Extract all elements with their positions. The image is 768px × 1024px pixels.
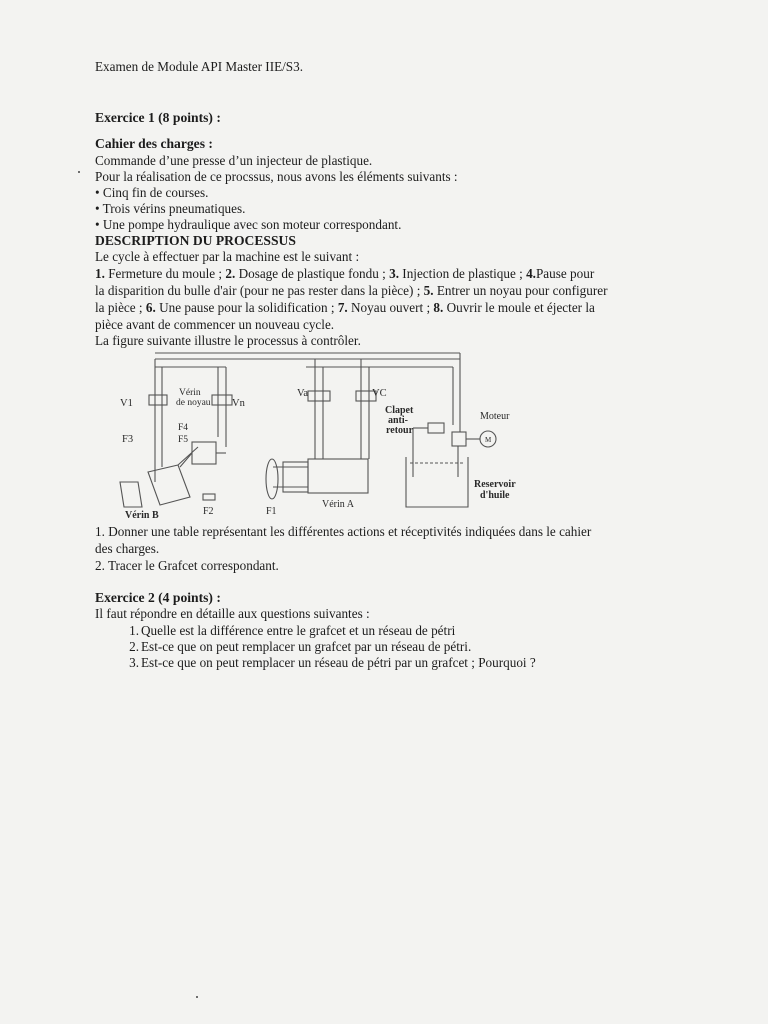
question-number: 2. [129, 639, 139, 654]
figure-intro: La figure suivante illustre le processus à contrôler. [95, 333, 361, 348]
label-m: M [485, 436, 492, 444]
exercise-1-question: 1. Donner une table représentant les différentes actions et réceptivités indiquées dans le cahier [95, 524, 592, 539]
label-moteur: Moteur [480, 411, 510, 422]
label-v1: V1 [120, 398, 133, 409]
valve-vn [212, 395, 232, 405]
question-text: Est-ce que on peut remplacer un réseau de pétri par un grafcet ; Pourquoi ? [141, 655, 536, 670]
label-f3: F3 [122, 434, 134, 445]
cycle-line-4: pièce avant de commencer un nouveau cycle. [95, 317, 335, 332]
label-vn: Vn [232, 398, 245, 409]
process-diagram [108, 347, 518, 522]
question-number: 1. [129, 623, 139, 638]
cahier-intro: Commande d’une presse d’un injecteur de plastique. [95, 153, 373, 168]
pump [452, 432, 466, 446]
question-text: Quelle est la différence entre le grafcet et un réseau de pétri [141, 623, 456, 638]
step-text: la disparition du bulle d'air (pour ne pas rester dans la pièce) ; [95, 283, 424, 298]
verin-b-body [120, 482, 142, 507]
cycle-line-3 [95, 300, 595, 316]
step-text: Noyau ouvert ; [347, 300, 434, 315]
label-clapet: retour [386, 425, 414, 436]
exercise-1-question: 2. Tracer le Grafcet correspondant. [95, 558, 279, 573]
rod [178, 447, 198, 465]
verin-a-body [308, 459, 368, 493]
cycle-line-2 [95, 283, 608, 299]
bullet-item: • Cinq fin de courses. [95, 185, 209, 200]
cycle-line-1 [95, 266, 594, 282]
label-clapet: Clapet [385, 405, 414, 416]
step-number: 7. [337, 300, 348, 315]
label-verin-a: Vérin A [322, 499, 354, 510]
scan-speck [196, 996, 198, 998]
step-number: 6. [145, 300, 156, 315]
exercise-2-intro: Il faut répondre en détaille aux questions suivantes : [95, 606, 370, 621]
label-f5: F5 [178, 435, 189, 445]
question-number: 3. [129, 655, 139, 670]
label-verin-noyau: de noyau [176, 398, 211, 408]
step-text: Injection de plastique ; [399, 266, 527, 281]
step-text: Ouvrir le moule et éjecter la [443, 300, 595, 315]
step-text: Entrer un noyau pour configurer [433, 283, 608, 298]
cahier-title: Cahier des charges : [95, 136, 213, 151]
step-text: Fermeture du moule ; [104, 266, 226, 281]
step-number: 2. [225, 266, 236, 281]
verin-noyau [192, 442, 216, 464]
step-text: Une pause pour la solidification ; [155, 300, 338, 315]
limit-switch-f1 [266, 459, 278, 499]
description-title: DESCRIPTION DU PROCESSUS [95, 233, 296, 248]
label-clapet: anti- [388, 415, 408, 426]
label-f2: F2 [203, 506, 214, 517]
elements-intro: Pour la réalisation de ce procssus, nous avons les éléments suivants : [95, 169, 458, 184]
step-text: la pièce ; [95, 300, 146, 315]
valve-v1 [149, 395, 167, 405]
rod [180, 453, 192, 467]
label-f4: F4 [178, 423, 189, 433]
mould-block [148, 465, 190, 505]
bullet-item: • Une pompe hydraulique avec son moteur correspondant. [95, 217, 402, 232]
exercise-1-title: Exercice 1 (8 points) : [95, 110, 221, 125]
label-verin-noyau: Vérin [179, 388, 201, 398]
step-number: 3. [389, 266, 399, 281]
question-text: Est-ce que on peut remplacer un grafcet par un réseau de pétri. [141, 639, 472, 654]
step-number: 8. [433, 300, 444, 315]
exam-header: Examen de Module API Master IIE/S3. [95, 59, 304, 74]
step-number: 4. [526, 266, 536, 281]
step-number: 1. [95, 266, 105, 281]
label-f1: F1 [266, 506, 277, 517]
label-va: Va [297, 388, 309, 399]
label-reservoir: Reservoir [474, 479, 516, 490]
cycle-intro: Le cycle à effectuer par la machine est le suivant : [95, 249, 360, 264]
label-reservoir: d'huile [480, 490, 510, 501]
clapet-anti-retour [428, 423, 444, 433]
label-verin-b: Vérin B [125, 510, 159, 521]
step-text: Dosage de plastique fondu ; [235, 266, 390, 281]
exercise-2-title: Exercice 2 (4 points) : [95, 590, 221, 605]
valve-va [308, 391, 330, 401]
scan-speck [78, 171, 80, 173]
step-text: Pause pour [535, 266, 595, 281]
step-number: 5. [423, 283, 434, 298]
label-vc: VC [372, 388, 387, 399]
reservoir [406, 457, 468, 507]
limit-switch-f2 [203, 494, 215, 500]
exercise-1-question: des charges. [95, 541, 160, 556]
bullet-item: • Trois vérins pneumatiques. [95, 201, 246, 216]
